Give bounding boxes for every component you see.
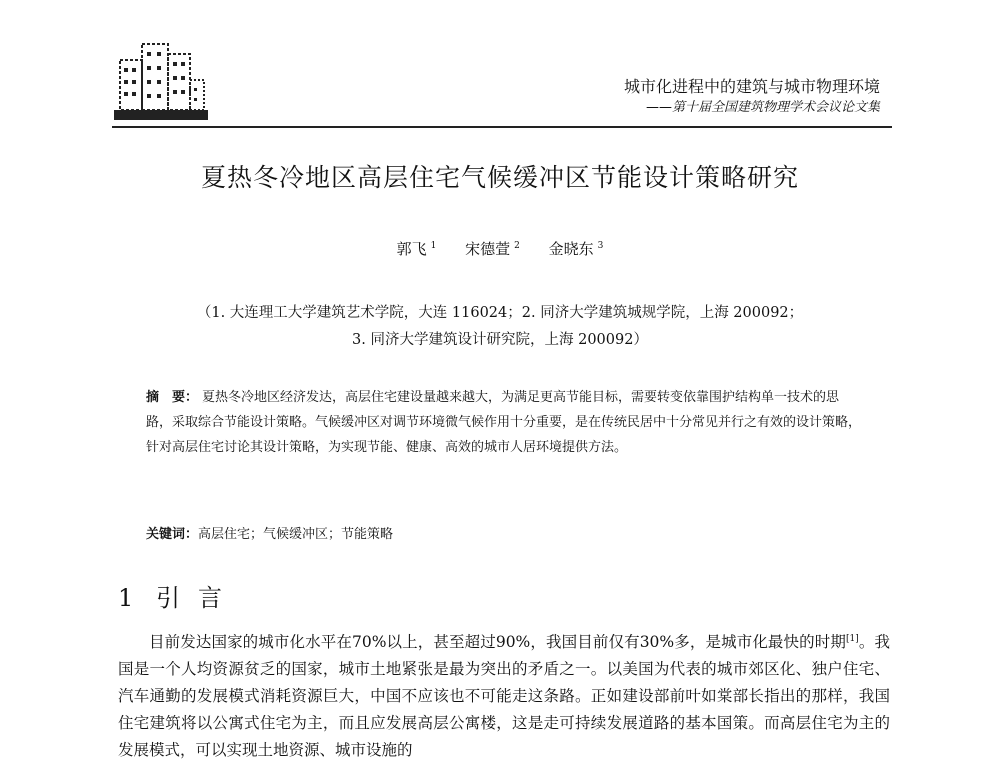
author-affiliation-mark: 3: [597, 241, 604, 251]
author-list: [0, 238, 1000, 259]
keywords-label: 关键词：: [146, 527, 199, 542]
keywords: [146, 524, 861, 546]
author-name: 宋德萱: [465, 240, 511, 258]
author-affiliation-mark: 2: [514, 241, 520, 251]
author: [549, 238, 604, 259]
abstract-text: 夏热冬冷地区经济发达，高层住宅建设量越来越大，为满足更高节能目标，需要转变依靠围护结构单一技术的思路，采取综合节能设计策略。气候缓冲区对调节环境微气候作用十分重要，是在传统民居中十分常见并行之有效的设计策略，针对高层住宅讨论其设计策略，为实现节能、健康、高效的城市人居环境提供方法。: [146, 390, 862, 455]
keywords-text: 高层住宅；气候缓冲区；节能策略: [198, 527, 394, 542]
header-rule: [112, 126, 892, 128]
running-header: [624, 76, 880, 118]
paper-title: 夏热冬冷地区高层住宅气候缓冲区节能设计策略研究: [200, 163, 799, 192]
series-title: 城市化进程中的建筑与城市物理环境: [623, 77, 880, 96]
affiliation-line: 3. 同济大学建筑设计研究院，上海 200092）: [352, 332, 648, 348]
paragraph-text: 。我国是一个人均资源贫乏的国家，城市土地紧张是最为突出的矛盾之一。以美国为代表的城市郊区化、独户住宅、汽车通勤的发展模式消耗资源巨大，中国不应该也不可能走这条路。正如建设部前叶如棠部长指出的那样，我国住宅建筑将以公寓式住宅为主，而且应发展高层公寓楼，这是走可持续发展道路的基本国策。而高层住宅为主的发展模式，可以实现土地资源、城市设施的: [118, 633, 890, 760]
abstract: [146, 385, 861, 460]
body-text: [118, 626, 890, 764]
section-heading: [118, 578, 240, 613]
author-name: 金晓东: [548, 240, 594, 258]
affiliation-line: （1. 大连理工大学建筑艺术学院，大连 116024；2. 同济大学建筑城规学院，上海 200092；: [196, 305, 804, 321]
paragraph-text: 目前发达国家的城市化水平在70%以上，甚至超过90%，我国目前仅有30%多，是城市化最快的时期: [149, 633, 847, 652]
conference-logo-icon: [112, 40, 210, 122]
abstract-label: 摘 要：: [146, 390, 199, 405]
section-number: 1: [118, 584, 134, 612]
author: [397, 238, 437, 259]
series-subtitle: ——第十届全国建筑物理学术会议论文集: [645, 100, 880, 115]
author-affiliation-mark: 1: [430, 241, 437, 251]
author-name: 郭飞: [396, 240, 427, 258]
section-title: 引言: [156, 584, 240, 612]
paragraph: [118, 626, 890, 764]
author: [465, 238, 520, 259]
citation-link[interactable]: [1]: [846, 634, 859, 644]
affiliations: [120, 300, 880, 354]
